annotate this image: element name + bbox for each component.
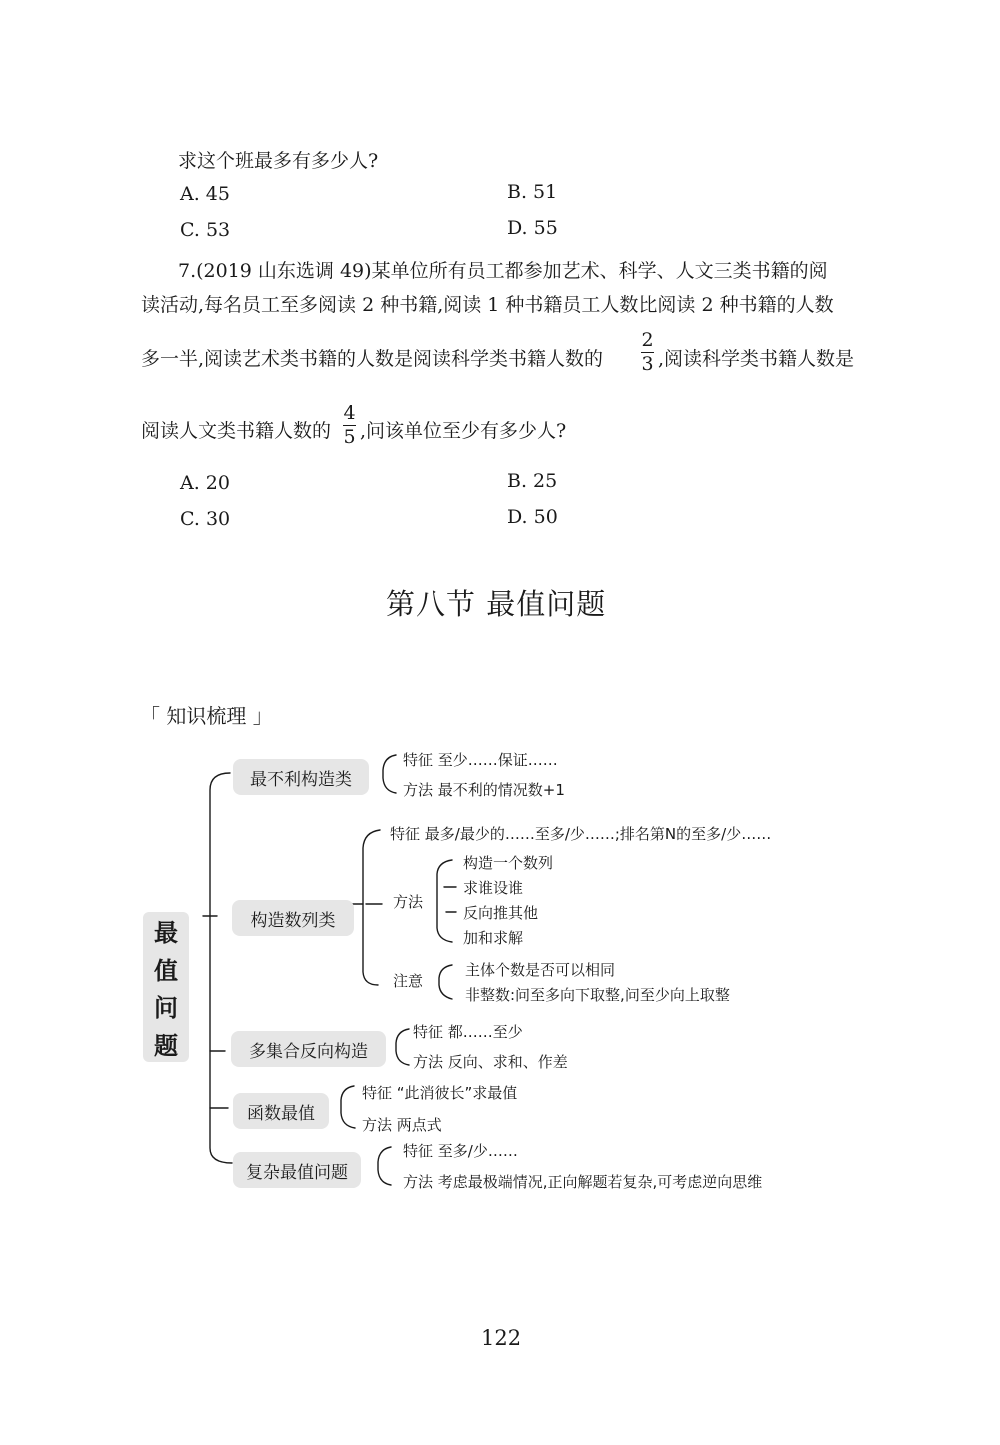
root-char: 问 [154,994,178,1023]
q7-line3a: 多一半,阅读艺术类书籍的人数是阅读科学类书籍人数的 [141,348,604,370]
mindmap-root [143,912,189,1062]
branch-3-feature: 特征 都……至少 [413,1023,523,1041]
section-title: 第八节 最值问题 [386,587,607,621]
q6-option-c: C. 53 [180,219,231,241]
knowledge-heading: 「 知识梳理 」 [140,704,273,728]
branch-worst-case-construction: 最不利构造类 [233,759,369,795]
fraction-denominator: 5 [343,426,356,448]
branch-complex-extremum: 复杂最值问题 [233,1152,361,1188]
q7-line3b: ,阅读科学类书籍人数是 [658,348,855,370]
q7-option-d: D. 50 [507,506,558,528]
branch-4-method: 方法 两点式 [362,1116,442,1134]
q7-option-c: C. 30 [180,508,231,530]
branch-function-extremum: 函数最值 [233,1093,329,1129]
method-step-4: 加和求解 [463,929,524,947]
bracket-methods [437,860,452,942]
branch-4-feature: 特征 “此消彼长”求最值 [362,1084,518,1102]
q6-option-d: D. 55 [507,217,558,239]
fraction-denominator: 3 [641,353,654,375]
branch-1-method: 方法 最不利的情况数+1 [403,781,565,799]
bracket-3 [396,1029,409,1065]
branch-sequence-construction: 构造数列类 [232,900,354,936]
branch-multi-set-reverse: 多集合反向构造 [231,1031,386,1067]
branch-2-note-label: 注意 [393,972,424,990]
q6-tail: 求这个班最多有多少人? [178,150,379,172]
root-char: 最 [154,919,178,948]
method-step-2: 求谁设谁 [463,879,524,897]
q7-line4a: 阅读人文类书籍人数的 [141,420,332,442]
q6-option-b: B. 51 [507,181,558,203]
note-1: 主体个数是否可以相同 [465,961,616,979]
note-2: 非整数:问至多向下取整,问至少向上取整 [465,986,730,1004]
bracket-4 [341,1086,355,1128]
root-char: 题 [154,1031,178,1060]
fraction-numerator: 4 [343,402,356,424]
page-number: 122 [481,1326,522,1350]
method-step-1: 构造一个数列 [463,854,554,872]
bracket-2 [363,830,380,985]
branch-1-feature: 特征 至少……保证…… [403,751,558,769]
q7-line2: 读活动,每名员工至多阅读 2 种书籍,阅读 1 种书籍员工人数比阅读 2 种书籍的人数 [141,294,834,316]
q7-option-a: A. 20 [180,472,230,494]
branch-2-method-label: 方法 [393,893,424,911]
method-step-3: 反向推其他 [463,904,539,922]
bracket-notes [439,965,452,999]
bracket-5 [378,1147,391,1185]
branch-2-feature: 特征 最多/最少的……至多/少……;排名第N的至多/少…… [390,825,772,843]
fraction-numerator: 2 [641,329,654,351]
q7-option-b: B. 25 [507,470,558,492]
spine-line [210,773,232,1163]
q6-option-a: A. 45 [180,183,230,205]
branch-5-feature: 特征 至多/少…… [403,1142,518,1160]
branch-5-method: 方法 考虑最极端情况,正向解题若复杂,可考虑逆向思维 [403,1173,763,1191]
branch-3-method: 方法 反向、求和、作差 [413,1053,568,1071]
q7-line1: 7.(2019 山东选调 49)某单位所有员工都参加艺术、科学、人文三类书籍的阅 [178,260,828,282]
root-char: 值 [154,956,178,985]
q7-line4b: ,问该单位至少有多少人? [360,420,567,442]
bracket-1 [383,755,396,793]
